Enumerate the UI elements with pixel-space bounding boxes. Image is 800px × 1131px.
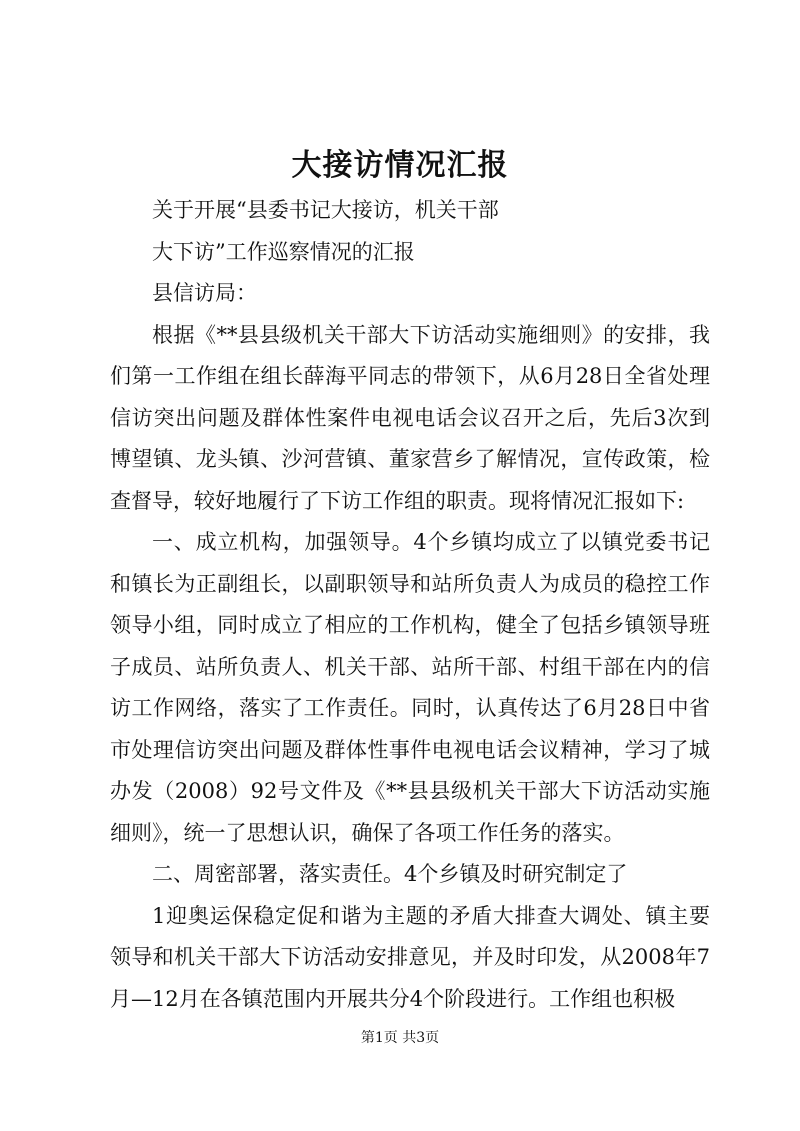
paragraph-section-1: 一、成立机构，加强领导。4个乡镇均成立了以镇党委书记和镇长为正副组长，以副职领导和站所负责人为成员的稳控工作领导小组，同时成立了相应的工作机构，健全了包括乡镇领导班子成员、站所负责人、机关干部、站所干部、村组干部在内的信访工作网络，落实了工作责任。同时，认真传达了6月28日中省市处理信访突出问题及群体性事件电视电话会议精神，学习了城办发（2008）92号文件及《**县县级机关干部大下访活动实施细则》，统一了思想认识，确保了各项工作任务的落实。 [110, 530, 710, 845]
paragraph-intro: 根据《**县县级机关干部大下访活动实施细则》的安排，我们第一工作组在组长薛海平同志的带领下，从6月28日全省处理信访突出问题及群体性案件电视电话会议召开之后，先后3次到博望镇、龙头镇、沙河营镇、董家营乡了解情况，宣传政策，检查督导，较好地履行了下访工作组的职责。现将情况汇报如下: [110, 322, 710, 513]
paragraph-section-2-detail: 1迎奥运保稳定促和谐为主题的矛盾大排查大调处、镇主要领导和机关干部大下访活动安排意见，并及时印发，从2008年7月—12月在各镇范围内开展共分4个阶段进行。工作组也积极 [110, 903, 710, 1011]
paragraph-subject-line-1: 关于开展“县委书记大接访，机关干部 [152, 198, 499, 222]
paragraph-addressee: 县信访局： [152, 281, 257, 305]
page-number-footer: 第1页 共3页 [360, 1030, 440, 1046]
document-title: 大接访情况汇报 [291, 148, 509, 183]
document-body [110, 190, 710, 1020]
paragraph-section-2: 二、周密部署，落实责任。4个乡镇及时研究制定了 [152, 862, 628, 886]
paragraph-subject-line-2: 大下访”工作巡察情况的汇报 [152, 239, 415, 264]
